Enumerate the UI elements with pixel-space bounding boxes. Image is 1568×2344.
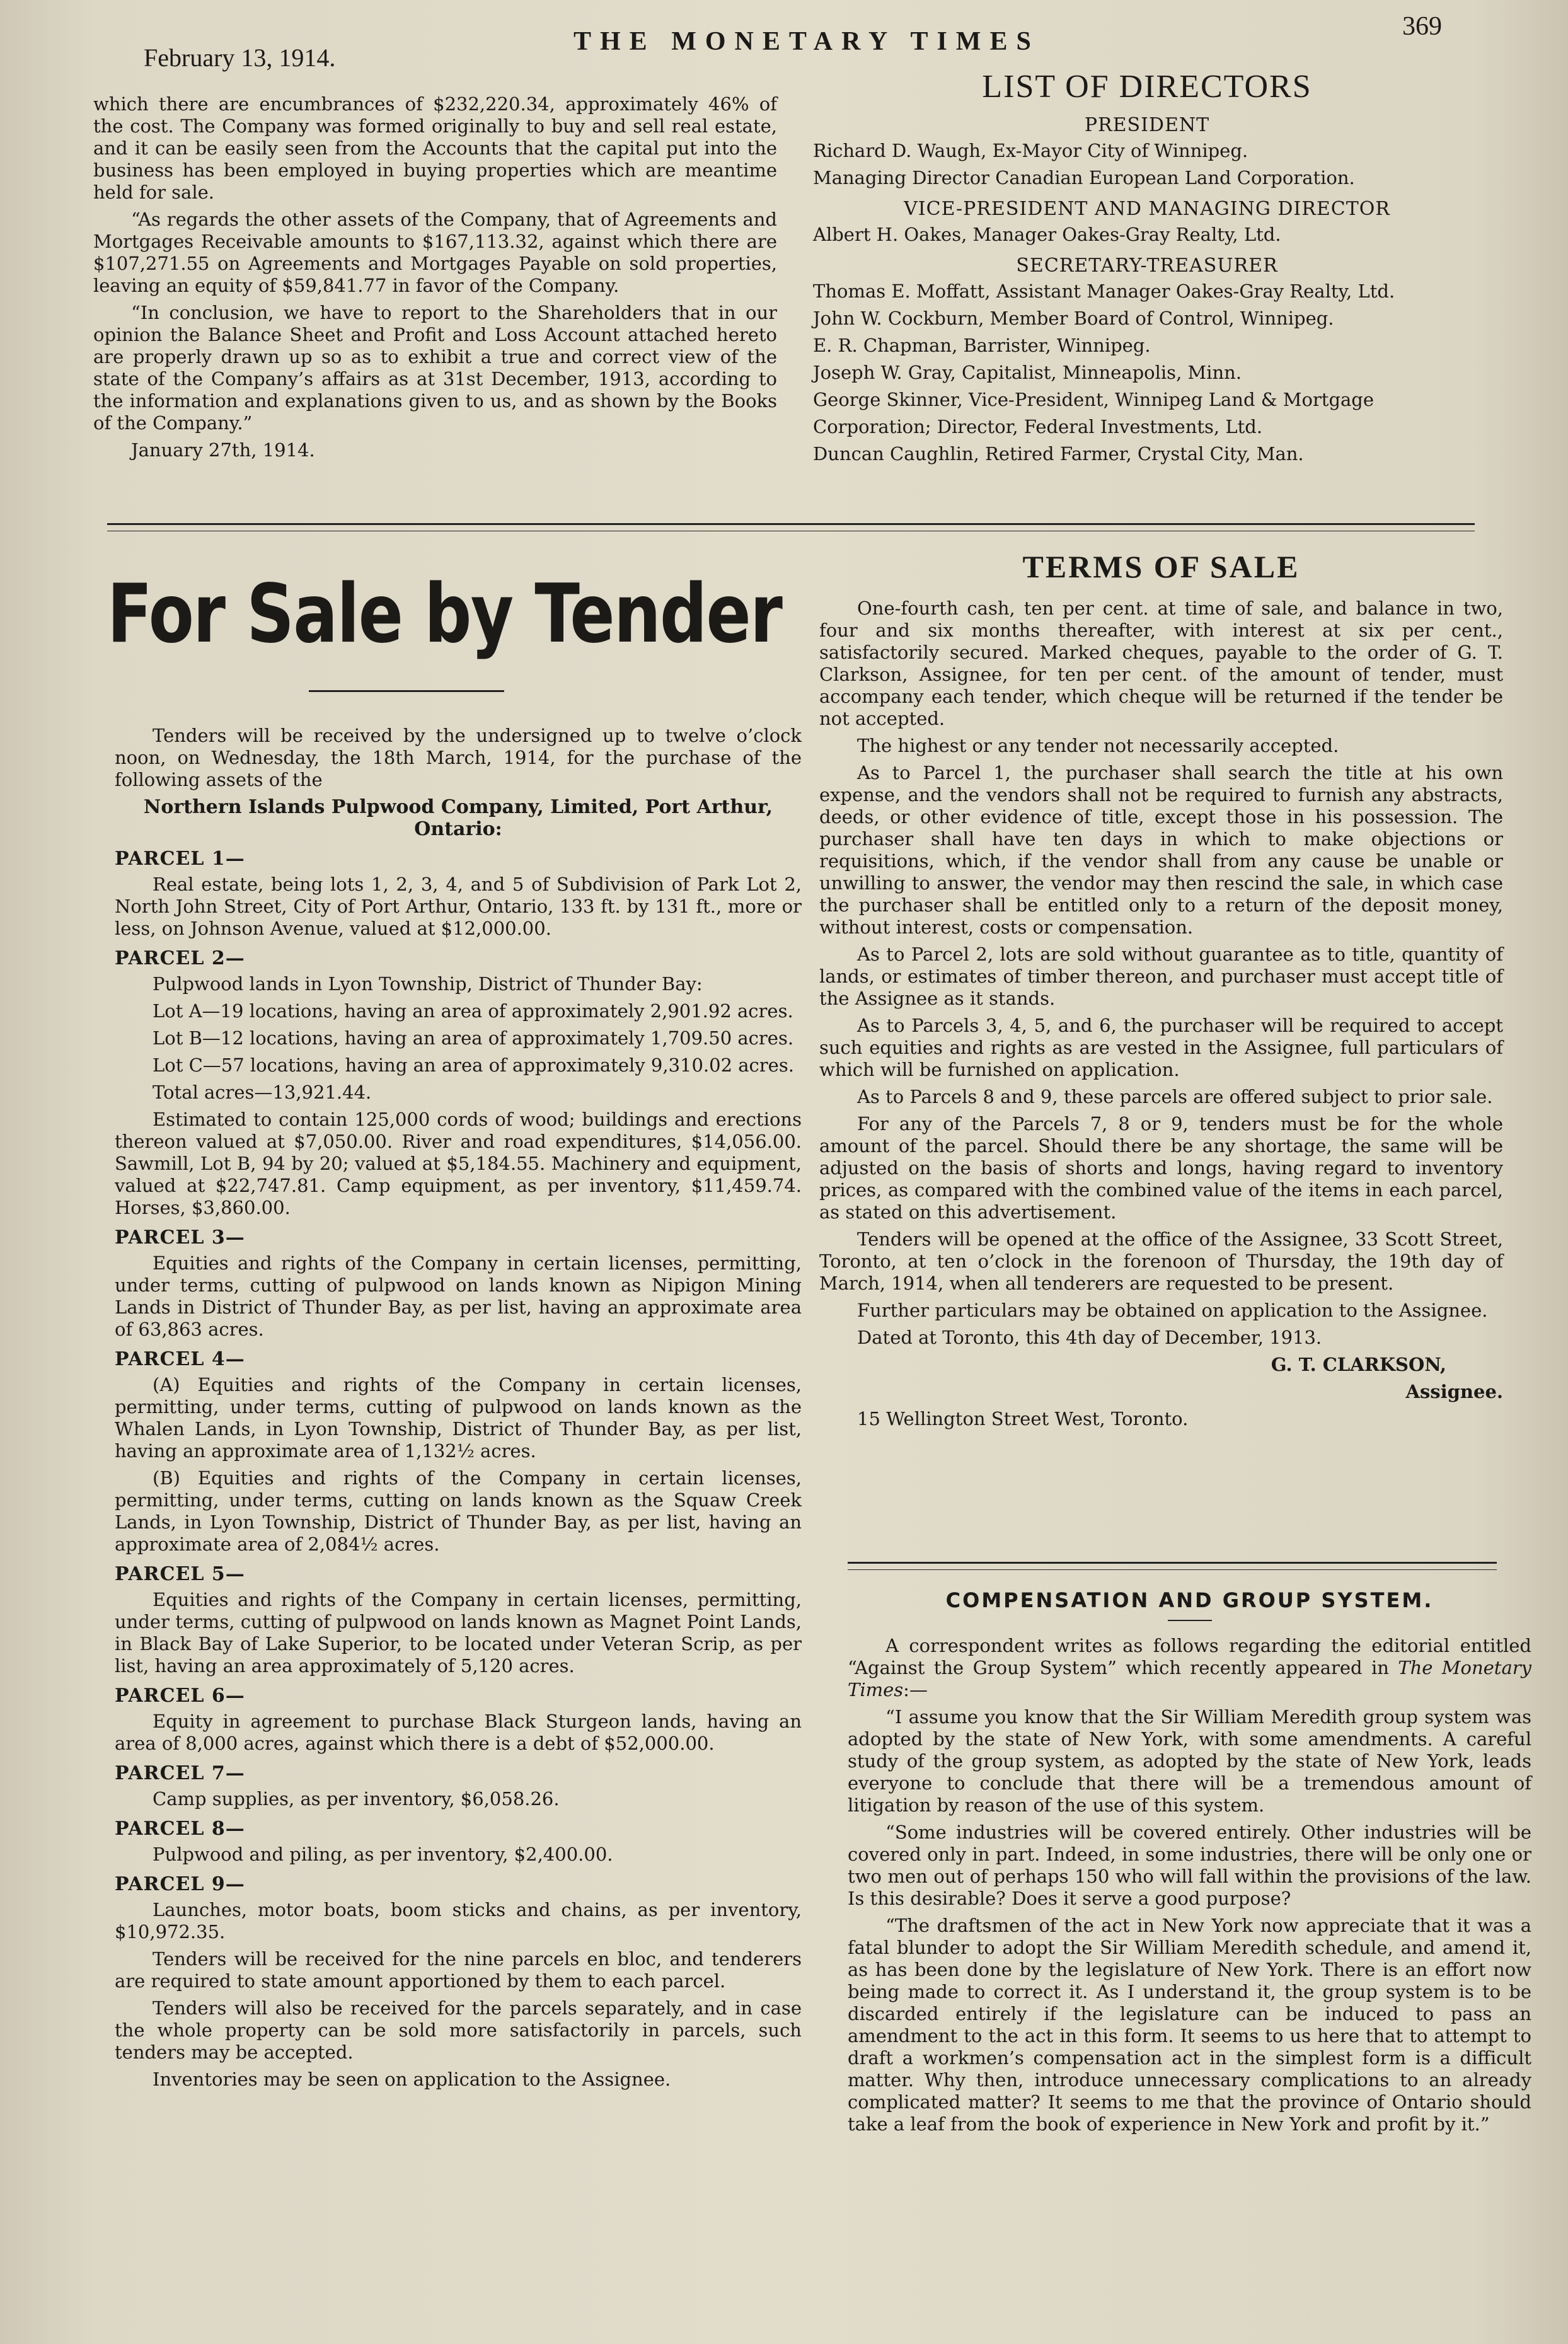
director-line: John W. Cockburn, Member Board of Control, Winnipeg. (813, 308, 1334, 329)
secretary-title: SECRETARY-TREASURER (1016, 255, 1278, 277)
director-line: George Skinner, Vice-President, Winnipeg Land & Mortgage (813, 389, 1375, 410)
heading-underline (309, 690, 504, 692)
parcel-label: PARCEL 8— (115, 1818, 245, 1840)
terms-heading: TERMS OF SALE (1022, 549, 1300, 584)
parcel-label: PARCEL 4— (115, 1348, 245, 1370)
publication-name: The Monetary Times (848, 1657, 1531, 1700)
tender-column (115, 725, 802, 2096)
parcel-text: Total acres—13,921.44. (153, 1082, 372, 1103)
parcel-label: PARCEL 9— (115, 1873, 245, 1895)
parcel-text: Inventories may be seen on application to the Assignee. (153, 2069, 671, 2090)
parcel-label: PARCEL 3— (115, 1227, 245, 1249)
parcel-text: Lot A—19 locations, having an area of approximately 2,901.92 acres. (153, 1000, 793, 1022)
report-paragraph: “In conclusion, we have to report to the Shareholders that in our opinion the Balance Sheet and Profit and Loss Account attached hereto are properly drawn up so as to exhibit a true and correct view of the state of the Company’s affairs as at 31st December, 1913, according to the information and explanations given to us, and as shown by the Books of the Company.” (93, 302, 777, 434)
vp-title: VICE-PRESIDENT AND MANAGING DIRECTOR (904, 198, 1390, 220)
signatory-name: G. T. CLARKSON, (1271, 1354, 1446, 1375)
terms-dated: Dated at Toronto, this 4th day of December, 1913. (857, 1327, 1322, 1348)
terms-paragraph: Tenders will be opened at the office of the Assignee, 33 Scott Street, Toronto, at ten o’clock in the forenoon of Thursday, the 19th day of March, 1914, when all tenderers are requested to be present. (819, 1228, 1503, 1294)
intro-end: :— (903, 1679, 928, 1700)
director-line: Richard D. Waugh, Ex-Mayor City of Winnipeg. (813, 140, 1248, 161)
parcel-text: Real estate, being lots 1, 2, 3, 4, and 5 of Subdivision of Park Lot 2, North John Street, City of Port Arthur, Ontario, 133 ft. by 131 ft., more or less, on Johnson Avenue, valued at $12,000.00. (115, 874, 802, 939)
directors-list (813, 68, 1481, 470)
terms-paragraph: Further particulars may be obtained on application to the Assignee. (857, 1300, 1488, 1321)
compensation-paragraph: “The draftsmen of the act in New York now appreciate that it was a fatal blunder to adopt the Sir William Meredith schedule, and amend it, as has been done by the legislature of New York. There is an effort now being made to correct it. As I understand it, the group system is to be discarded entirely if the legislature can be induced to pass an amendment to the act in this form. It seems to us here that to attempt to draft a workmen’s compensation act in the simplest form is a difficult matter. Why then, introduce unnecessary complications to an already complicated matter? It seems to me that the province of Ontario should take a leaf from the book of experience in New York and profit by it.” (848, 1915, 1531, 2135)
parcel-text: Tenders will also be received for the parcels separately, and in case the whole property can be sold more satisfactorily in parcels, such tenders may be accepted. (115, 1997, 802, 2063)
report-date: January 27th, 1914. (131, 439, 315, 461)
parcel-label: PARCEL 2— (115, 947, 245, 969)
terms-column (819, 548, 1503, 1435)
parcel-text: Lot C—57 locations, having an area of approximately 9,310.02 acres. (153, 1054, 794, 1076)
parcel-text: Pulpwood lands in Lyon Township, District of Thunder Bay: (153, 973, 703, 995)
tender-intro: Tenders will be received by the undersigned up to twelve o’clock noon, on Wednesday, the 18th March, 1914, for the purchase of the following assets of the (115, 725, 802, 790)
parcel-text: (B) Equities and rights of the Company in certain licenses, permitting, under terms, cutting on lands known as the Squaw Creek Lands, in Lyon Township, District of Thunder Bay, as per list, having an approximate area of 2,084½ acres. (115, 1467, 802, 1555)
terms-paragraph: The highest or any tender not necessarily accepted. (857, 735, 1339, 756)
director-line: Duncan Caughlin, Retired Farmer, Crystal City, Man. (813, 443, 1304, 465)
compensation-heading: COMPENSATION AND GROUP SYSTEM. (945, 1588, 1434, 1612)
director-line: Corporation; Director, Federal Investments, Ltd. (813, 416, 1263, 437)
parcel-text: Lot B—12 locations, having an area of approximately 1,709.50 acres. (153, 1027, 794, 1049)
terms-paragraph: One-fourth cash, ten per cent. at time of sale, and balance in two, four and six months thereafter, with interest at six per cent., satisfactorily secured. Marked cheques, payable to the order of G. T. Clarkson, Assignee, for ten per cent. of the amount of tender, must accompany each tender, which cheque will be returned if the tender be not accepted. (819, 598, 1503, 729)
company-name: Northern Islands Pulpwood Company, Limited, Port Arthur, Ontario: (143, 796, 773, 840)
director-line: Joseph W. Gray, Capitalist, Minneapolis, Minn. (813, 362, 1242, 383)
directors-heading: LIST OF DIRECTORS (982, 69, 1312, 105)
compensation-intro (848, 1635, 1531, 1701)
compensation-paragraph: “I assume you know that the Sir William Meredith group system was adopted by the state of New York, with some amendments. A careful study of the group system, as adopted by the state of New York, leads everyone to conclude that there will be a tremendous amount of litigation by reason of the use of this system. (848, 1706, 1531, 1816)
president-title: PRESIDENT (1084, 114, 1210, 136)
parcel-text: Equities and rights of the Company in certain licenses, permitting, under terms, cutting of pulpwood on lands known as Magnet Point Lands, in Black Bay of Lake Superior, to be located under Veteran Scrip, as per list, having an area approximately of 5,120 acres. (115, 1589, 802, 1677)
issue-date: February 13, 1914. (144, 43, 336, 72)
tender-heading: For Sale by Tender (107, 567, 782, 661)
report-paragraph: “As regards the other assets of the Company, that of Agreements and Mortgages Receivable amounts to $167,113.32, against which there are $107,271.55 on Agreements and Mortgages Payable on sold properties, leaving an equity of $59,841.77 in favor of the Company. (93, 209, 777, 296)
parcel-text: Tenders will be received for the nine parcels en bloc, and tenderers are required to state amount apportioned by them to each parcel. (115, 1948, 802, 1992)
report-paragraph: which there are encumbrances of $232,220.34, approximately 46% of the cost. The Company was formed originally to buy and sell real estate, and it can be easily seen from the Accounts that the capital put into the business has been employed in buying properties which are meantime held for sale. (93, 93, 777, 203)
parcel-text: Pulpwood and piling, as per inventory, $2,400.00. (153, 1844, 613, 1865)
director-line: E. R. Chapman, Barrister, Winnipeg. (813, 335, 1151, 356)
assignee-address: 15 Wellington Street West, Toronto. (857, 1408, 1189, 1429)
article-divider (848, 1569, 1497, 1570)
publication-title: THE MONETARY TIMES (574, 27, 1040, 56)
terms-paragraph: As to Parcels 3, 4, 5, and 6, the purchaser will be required to accept such equities and rights as are vested in the Assignee, full particulars of which will be furnished on application. (819, 1015, 1503, 1080)
signatory-title: Assignee. (1405, 1381, 1503, 1402)
parcel-text: Equity in agreement to purchase Black Sturgeon lands, having an area of 8,000 acres, against which there is a debt of $52,000.00. (115, 1711, 802, 1754)
parcel-label: PARCEL 1— (115, 848, 245, 870)
terms-paragraph: For any of the Parcels 7, 8 or 9, tenders must be for the whole amount of the parcel. Should there be any shortage, the same will be adjusted on the basis of shorts and longs, having regard to inventory prices, as compared with the combined value of the items in each parcel, as stated on this advertisement. (819, 1113, 1503, 1223)
director-line: Albert H. Oakes, Manager Oakes-Gray Realty, Ltd. (813, 224, 1281, 245)
intro-text: A correspondent writes as follows regarding the editorial entitled “Against the Group System” which recently appeared in (848, 1635, 1531, 1678)
section-divider (107, 523, 1475, 525)
parcel-text: Estimated to contain 125,000 cords of wood; buildings and erections thereon valued at $7,050.00. River and road expenditures, $14,056.00. Sawmill, Lot B, 94 by 20; valued at $5,184.55. Machinery and equipment, valued at $22,747.81. Camp equipment, as per inventory, $11,459.74. Horses, $3,860.00. (115, 1109, 802, 1218)
terms-paragraph: As to Parcel 1, the purchaser shall search the title at his own expense, and the vendors shall not be required to furnish any abstracts, deeds, or other evidence of title, except those in his possession. The purchaser shall have ten days in which to make objections or requisitions, which, if the vendor shall from any cause be unable or unwilling to answer, the vendor may then rescind the sale, in which case the purchaser shall be entitled only to a return of the deposit money, without interest, costs or compensation. (819, 762, 1503, 938)
article-divider (848, 1562, 1497, 1564)
parcel-text: Equities and rights of the Company in certain licenses, permitting, under terms, cutting of pulpwood on lands known as Nipigon Mining Lands in District of Thunder Bay, as per list, having an approximate area of 63,863 acres. (115, 1252, 802, 1340)
terms-paragraph: As to Parcel 2, lots are sold without guarantee as to title, quantity of lands, or estimates of timber thereon, and purchaser must accept title of the Assignee as it stands. (819, 944, 1503, 1009)
parcel-text: Camp supplies, as per inventory, $6,058.26. (153, 1788, 560, 1810)
parcel-label: PARCEL 5— (115, 1563, 245, 1585)
terms-paragraph: As to Parcels 8 and 9, these parcels are offered subject to prior sale. (857, 1086, 1493, 1107)
compensation-article (848, 1588, 1531, 2140)
parcel-label: PARCEL 7— (115, 1762, 245, 1784)
parcel-text: Launches, motor boats, boom sticks and chains, as per inventory, $10,972.35. (115, 1899, 802, 1943)
director-line: Thomas E. Moffatt, Assistant Manager Oakes-Gray Realty, Ltd. (813, 280, 1395, 302)
director-line: Managing Director Canadian European Land Corporation. (813, 167, 1355, 188)
parcel-label: PARCEL 6— (115, 1685, 245, 1707)
heading-underline (1168, 1620, 1212, 1621)
parcel-text: (A) Equities and rights of the Company in certain licenses, permitting, under terms, cutting of pulpwood on lands known as the Whalen Lands, in Lyon Township, District of Thunder Bay, as per list, having an approximate area of 1,132½ acres. (115, 1374, 802, 1462)
auditor-report-continuation (93, 93, 777, 466)
compensation-paragraph: “Some industries will be covered entirely. Other industries will be covered only in part. Indeed, in some industries, there will be only one or two men out of perhaps 150 who will fall within the provisions of the law. Is this desirable? Does it serve a good purpose? (848, 1822, 1531, 1909)
page-number: 369 (1402, 12, 1442, 41)
